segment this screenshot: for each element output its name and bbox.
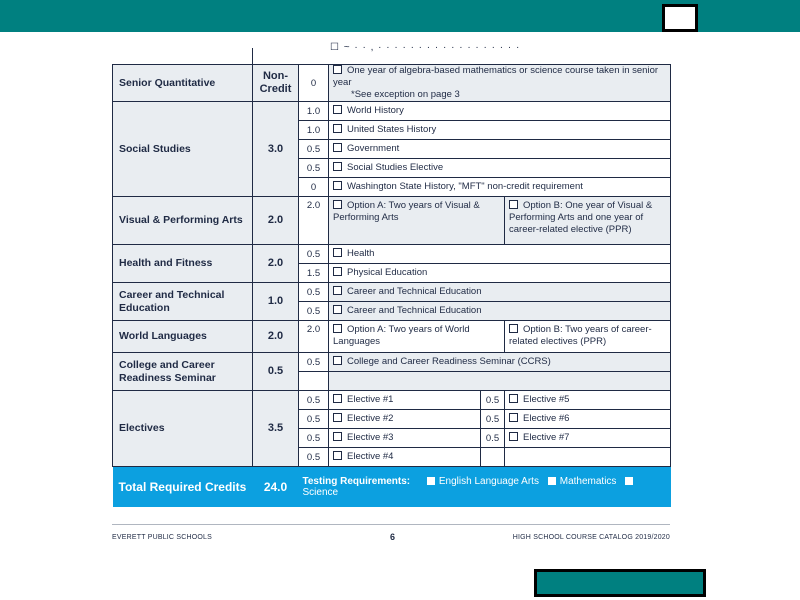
credit-value: 0.5 [299,140,329,159]
elective-item [329,391,481,410]
credit-value: 2.0 [299,321,329,353]
checkbox[interactable] [509,432,518,441]
credits-cell: 3.5 [253,391,299,467]
total-row [113,467,671,508]
document-page [112,42,670,507]
description-text: One year of algebra-based mathematics or science course taken in senior year [333,65,659,88]
checkbox[interactable] [333,105,342,114]
elective-item [329,410,481,429]
credits-cell: 2.0 [253,245,299,283]
credit-value: 0 [299,178,329,197]
test-science: Science [302,487,339,498]
subject-ccrs: College and Career Readiness Seminar [113,353,253,391]
item-label: Elective #6 [523,413,570,424]
table-row [113,102,671,121]
checkbox[interactable] [509,200,518,209]
item-label: College and Career Readiness Seminar (CCRS) [347,356,551,367]
option-a [329,197,505,245]
checkbox[interactable] [509,394,518,403]
requirement-item [329,140,671,159]
elective-item [505,429,671,448]
checkbox[interactable] [333,394,342,403]
blank-cell [299,372,329,391]
elective-item [505,410,671,429]
item-label: World History [347,105,404,116]
elective-item [505,391,671,410]
footer-catalog: HIGH SCHOOL COURSE CATALOG 2019/2020 [512,534,670,541]
option-a-text: Option A: Two years of World Languages [333,324,470,347]
elective-item [329,448,481,467]
credit-value: 0.5 [481,410,505,429]
requirement-item [329,302,671,321]
checkbox[interactable] [509,324,518,333]
table-row [113,321,671,353]
credits-cell: 2.0 [253,321,299,353]
credit-value: 0.5 [299,429,329,448]
credit-value: 0 [299,65,329,102]
option-b-text: Option B: One year of Visual & Performing Arts and one year of career-related elective (PPR) [509,200,653,235]
subject-electives: Electives [113,391,253,467]
item-label: Career and Technical Education [347,286,482,297]
credit-value: 1.0 [299,121,329,140]
credit-value: 0.5 [481,429,505,448]
credit-value: 0.5 [299,159,329,178]
toolbar-button[interactable] [662,4,698,32]
checkbox[interactable] [333,305,342,314]
checkbox[interactable] [333,162,342,171]
item-label: Elective #4 [347,451,394,462]
checkbox[interactable] [625,477,633,485]
item-label: Elective #2 [347,413,394,424]
page-footer [112,524,670,555]
credits-cell: Non-Credit [253,65,299,102]
graduation-requirements-table [112,64,671,507]
checkbox[interactable] [333,413,342,422]
credit-value: 0.5 [299,391,329,410]
checkbox[interactable] [548,477,556,485]
checkbox[interactable] [333,248,342,257]
item-label: Physical Education [347,267,428,278]
testing-label: Testing Requirements: [302,476,411,487]
blank-cell [481,448,505,467]
requirement-item [329,264,671,283]
requirement-item [329,102,671,121]
item-label: Elective #7 [523,432,570,443]
table-row [113,283,671,302]
credit-value: 0.5 [299,353,329,372]
subject-career-technical: Career and Technical Education [113,283,253,321]
credit-value: 0.5 [299,245,329,264]
option-b [505,197,671,245]
item-label: Elective #3 [347,432,394,443]
credits-cell: 2.0 [253,197,299,245]
credit-value: 1.0 [299,102,329,121]
checkbox[interactable] [333,200,342,209]
subject-social-studies: Social Studies [113,102,253,197]
table-row [113,197,671,245]
item-label: Career and Technical Education [347,305,482,316]
checkbox[interactable] [333,356,342,365]
credit-value: 0.5 [481,391,505,410]
divider [252,48,253,64]
total-label: Total Required Credits [113,467,253,508]
checkbox[interactable] [333,432,342,441]
item-label: United States History [347,124,437,135]
checkbox[interactable] [333,65,342,74]
checkbox[interactable] [333,181,342,190]
requirement-item [329,159,671,178]
item-label: Elective #5 [523,394,570,405]
blank-cell [329,372,671,391]
footer-district: EVERETT PUBLIC SCHOOLS [112,534,212,541]
test-ela: English Language Arts [438,476,539,487]
credits-cell: 1.0 [253,283,299,321]
checkbox[interactable] [509,413,518,422]
item-label: Elective #1 [347,394,394,405]
table-row [113,353,671,372]
total-credits: 24.0 [253,467,299,508]
subject-health-fitness: Health and Fitness [113,245,253,283]
item-label: Health [347,248,375,259]
checkbox[interactable] [333,324,342,333]
checkbox[interactable] [333,451,342,460]
subject-visual-performing-arts: Visual & Performing Arts [113,197,253,245]
cutoff-text: ☐ ~ · · , · · · · · · · · · · · · · · · · · · [330,42,521,53]
option-b-text: Option B: Two years of career-related electives (PPR) [509,324,652,347]
subject-world-languages: World Languages [113,321,253,353]
requirement-item [329,178,671,197]
testing-requirements [299,467,671,508]
table-row [113,65,671,102]
cutoff-row [112,42,670,64]
credit-value: 1.5 [299,264,329,283]
option-a-text: Option A: Two years of Visual & Performing Arts [333,200,480,223]
subject-senior-quantitative: Senior Quantitative [113,65,253,102]
credits-cell: 0.5 [253,353,299,391]
option-a [329,321,505,353]
credit-value: 0.5 [299,283,329,302]
credit-value: 0.5 [299,302,329,321]
table-row [113,391,671,410]
item-label: Washington State History, "MFT" non-credit requirement [347,181,583,192]
page-number: 6 [390,532,396,542]
checkbox[interactable] [333,267,342,276]
credit-value: 0.5 [299,448,329,467]
credits-cell: 3.0 [253,102,299,197]
requirement-item [329,283,671,302]
credit-value: 2.0 [299,197,329,245]
requirement-item [329,121,671,140]
exception-note: *See exception on page 3 [351,89,460,100]
checkbox[interactable] [333,143,342,152]
requirement-item [329,245,671,264]
checkbox[interactable] [427,477,435,485]
bottom-action-button[interactable] [534,569,706,597]
requirement-item [329,353,671,372]
credit-value: 0.5 [299,410,329,429]
item-label: Social Studies Elective [347,162,444,173]
blank-cell [505,448,671,467]
test-math: Mathematics [559,476,617,487]
elective-item [329,429,481,448]
checkbox[interactable] [333,124,342,133]
table-row [113,245,671,264]
item-label: Government [347,143,400,154]
checkbox[interactable] [333,286,342,295]
requirement-description [329,65,671,102]
option-b [505,321,671,353]
